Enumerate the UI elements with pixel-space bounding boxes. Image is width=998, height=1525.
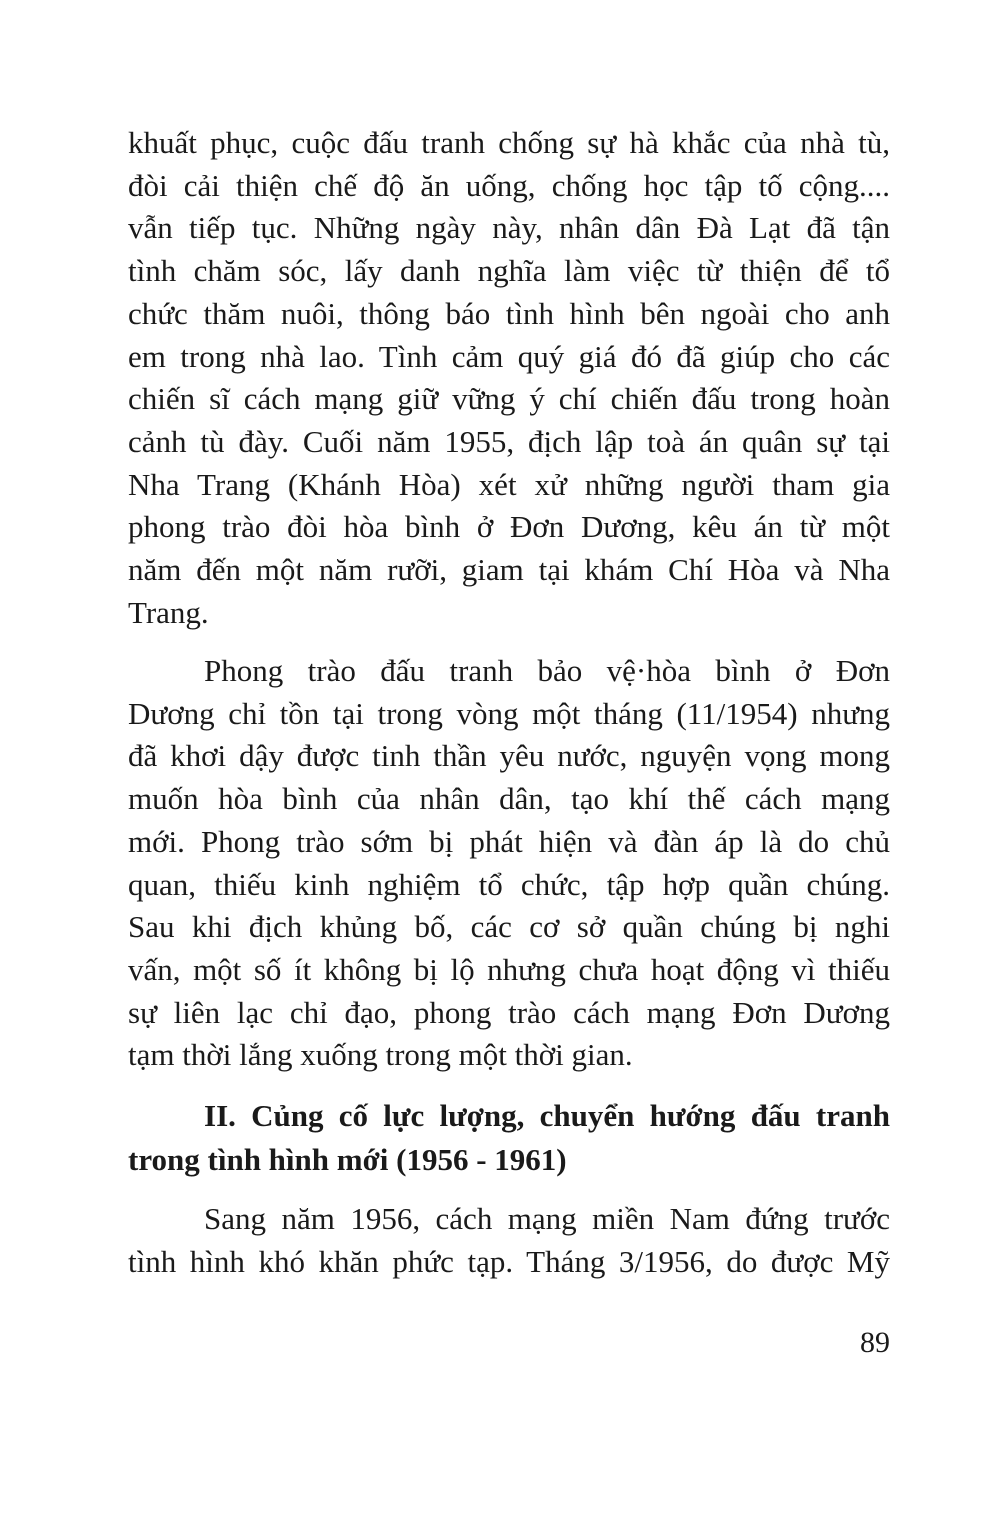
text-line: chức thăm nuôi, thông báo tình hình bên ngoài cho anh bbox=[128, 295, 890, 331]
page-number: 89 bbox=[860, 1326, 890, 1359]
text-line: khuất phục, cuộc đấu tranh chống sự hà khắc của nhà tù, bbox=[128, 125, 890, 160]
text-line: cảnh tù đày. Cuối năm 1955, địch lập toà án quân sự tại bbox=[128, 423, 890, 459]
text-line: Sau khi địch khủng bố, các cơ sở quần chúng bị nghi bbox=[128, 909, 890, 945]
paragraph-3 bbox=[128, 1198, 890, 1283]
text-line: Nha Trang (Khánh Hòa) xét xử những người tham gia bbox=[128, 466, 890, 502]
text-line: tạm thời lắng xuống trong một thời gian. bbox=[128, 1037, 633, 1073]
text-line: vấn, một số ít không bị lộ nhưng chưa hoạt động vì thiếu bbox=[128, 951, 890, 987]
text-line: Dương chỉ tồn tại trong vòng một tháng (11/1954) nhưng bbox=[128, 695, 890, 731]
text-line: phong trào đòi hòa bình ở Đơn Dương, kêu án từ một bbox=[128, 509, 890, 545]
heading-line: trong tình hình mới (1956 - 1961) bbox=[128, 1142, 567, 1177]
text-line: đòi cải thiện chế độ ăn uống, chống học tập tố cộng.... bbox=[128, 167, 890, 203]
paragraph-1 bbox=[128, 122, 890, 634]
text-line: em trong nhà lao. Tình cảm quý giá đó đã giúp cho các bbox=[128, 338, 890, 374]
text-line: sự liên lạc chỉ đạo, phong trào cách mạng Đơn Dương bbox=[128, 994, 890, 1030]
section-heading bbox=[128, 1094, 890, 1182]
text-line: muốn hòa bình của nhân dân, tạo khí thế cách mạng bbox=[128, 781, 890, 817]
text-line: quan, thiếu kinh nghiệm tổ chức, tập hợp quần chúng. bbox=[128, 866, 890, 902]
heading-line: II. Củng cố lực lượng, chuyển hướng đấu tranh bbox=[204, 1098, 890, 1133]
text-line: Trang. bbox=[128, 594, 209, 630]
text-line: Phong trào đấu tranh bảo vệ·hòa bình ở Đơn bbox=[204, 653, 890, 688]
text-line: năm đến một năm rưỡi, giam tại khám Chí Hòa và Nha bbox=[128, 552, 890, 588]
text-line: chiến sĩ cách mạng giữ vững ý chí chiến đấu trong hoàn bbox=[128, 381, 890, 417]
text-line: vẫn tiếp tục. Những ngày này, nhân dân Đà Lạt đã tận bbox=[128, 210, 890, 246]
text-line: tình hình khó khăn phức tạp. Tháng 3/1956, do được Mỹ bbox=[128, 1243, 890, 1279]
paragraph-2 bbox=[128, 650, 890, 1077]
text-line: tình chăm sóc, lấy danh nghĩa làm việc từ thiện để tổ bbox=[128, 253, 890, 289]
text-line: đã khơi dậy được tinh thần yêu nước, nguyện vọng mong bbox=[128, 738, 890, 774]
text-line: Sang năm 1956, cách mạng miền Nam đứng trước bbox=[204, 1201, 890, 1236]
text-line: mới. Phong trào sớm bị phát hiện và đàn áp là do chủ bbox=[128, 823, 890, 859]
